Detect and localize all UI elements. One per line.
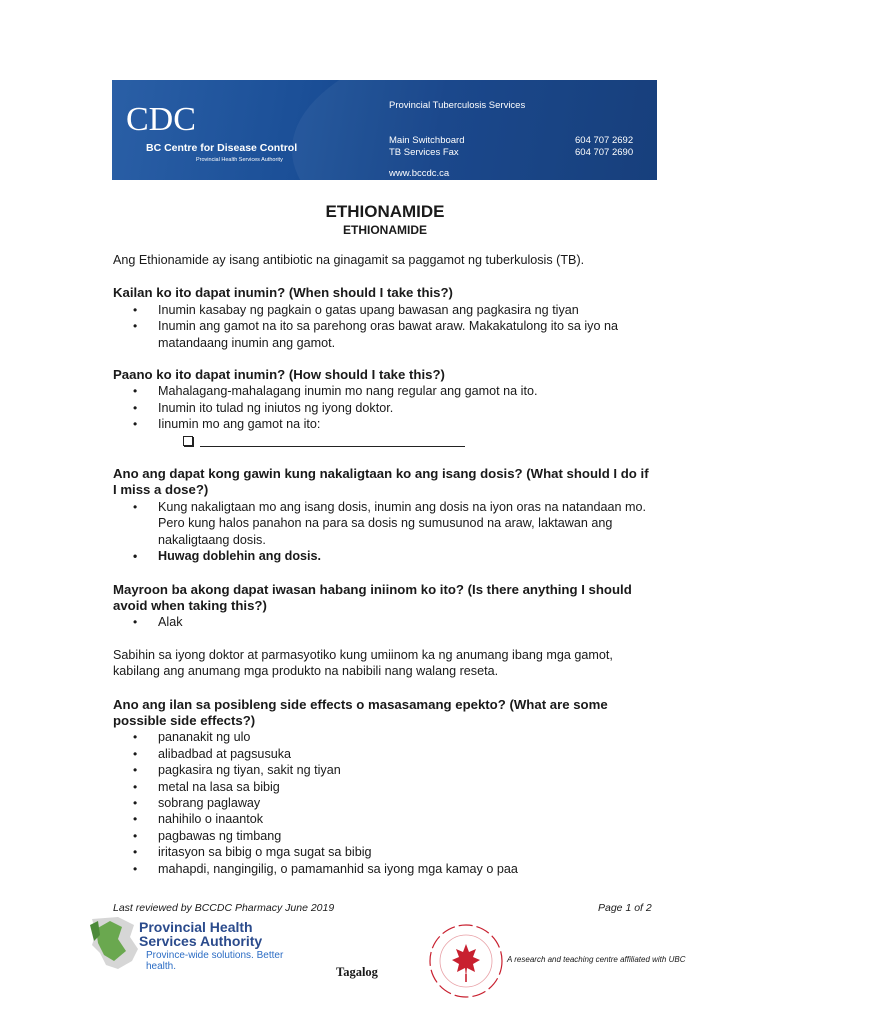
list-item: • Mahalagang-mahalagang inumin mo nang regular ang gamot na ito. xyxy=(158,383,653,399)
list-item: • metal na lasa sa bibig xyxy=(158,779,653,795)
banner-title: Provincial Tuberculosis Services xyxy=(389,100,526,111)
list-item: • Inumin kasabay ng pagkain o gatas upang bawasan ang pagkasira ng tiyan xyxy=(158,302,653,318)
page-number: Page 1 of 2 xyxy=(598,902,652,914)
switchboard-number: 604 707 2692 xyxy=(575,135,634,146)
list-when xyxy=(113,302,653,351)
fax-label: TB Services Fax xyxy=(389,147,459,158)
accreditation-seal-icon xyxy=(427,922,505,1000)
org-subtitle: Provincial Health Services Authority xyxy=(196,157,283,163)
dosage-blank xyxy=(113,433,653,449)
list-item: • Inumin ang gamot na ito sa parehong oras bawat araw. Makakatulong ito sa iyo na matandaang inumin ang gamot. xyxy=(158,318,653,351)
section-heading-side-effects: Ano ang ilan sa posibleng side effects o masasamang epekto? (What are some possible side effects?) xyxy=(113,696,608,728)
section-heading-avoid: Mayroon ba akong dapat iwasan habang iniinom ko ito? (Is there anything I should avoid when taking this?) xyxy=(113,581,632,613)
list-item: • sobrang paglaway xyxy=(158,795,653,811)
website-link[interactable]: www.bccdc.ca xyxy=(389,168,450,179)
section-heading-how: Paano ko ito dapat inumin? (How should I take this?) xyxy=(113,367,445,383)
list-item: • Iinumin mo ang gamot na ito: xyxy=(158,416,653,432)
cdc-logo-icon xyxy=(126,98,196,138)
list-item: • mahapdi, nangingilig, o pamamanhid sa iyong mga kamay o paa xyxy=(158,861,653,877)
list-item: • iritasyon sa bibig o mga sugat sa bibig xyxy=(158,844,653,860)
list-item: • alibadbad at pagsusuka xyxy=(158,746,653,762)
language-label: Tagalog xyxy=(336,965,378,979)
list-item: • pagkasira ng tiyan, sakit ng tiyan xyxy=(158,762,653,778)
ubc-affiliation-note: A research and teaching centre affiliated with UBC xyxy=(507,955,686,964)
avoid-note: Sabihin sa iyong doktor at parmasyotiko kung umiinom ka ng anumang ibang mga gamot, kabilang ang anumang mga produkto na nabibili nang walang reseta. xyxy=(113,647,613,679)
checkbox-icon[interactable] xyxy=(183,436,193,446)
list-item: • pagbawas ng timbang xyxy=(158,828,653,844)
list-item: • Inumin ito tulad ng iniutos ng iyong doktor. xyxy=(158,400,653,416)
intro-paragraph: Ang Ethionamide ay isang antibiotic na ginagamit sa paggamot ng tuberkulosis (TB). xyxy=(113,253,585,267)
page-title: ETHIONAMIDE xyxy=(325,202,445,221)
list-item: • Kung nakaligtaan mo ang isang dosis, inumin ang dosis na iyon oras na natandaan mo. Pero kung halos panahon na para sa dosis ng sumusunod na araw, laktawan ang nakaligtaang dosis. xyxy=(158,499,653,548)
phsa-tagline: Province-wide solutions. Better health. xyxy=(146,950,284,972)
phsa-name: Provincial Health Services Authority xyxy=(139,919,263,949)
list-item: • nahihilo o inaantok xyxy=(158,811,653,827)
fax-number: 604 707 2690 xyxy=(575,147,634,158)
section-heading-missed-dose: Ano ang dapat kong gawin kung nakaligtaan ko ang isang dosis? (What should I do if I miss a dose?) xyxy=(113,466,649,498)
org-name: BC Centre for Disease Control xyxy=(146,142,298,154)
list-item: • pananakit ng ulo xyxy=(158,729,653,745)
section-heading-when: Kailan ko ito dapat inumin? (When should I take this?) xyxy=(113,285,453,301)
list-how xyxy=(113,383,653,432)
list-side-effects xyxy=(113,729,653,877)
list-item: • Alak xyxy=(158,614,653,630)
list-avoid xyxy=(113,614,653,630)
switchboard-label: Main Switchboard xyxy=(389,135,465,146)
list-item: • Huwag doblehin ang dosis. xyxy=(158,548,653,564)
header-banner xyxy=(112,80,657,180)
svg-text:CDC: CDC xyxy=(126,101,196,138)
page-subtitle: ETHIONAMIDE xyxy=(343,223,427,237)
document-body xyxy=(113,252,653,877)
review-date: Last reviewed by BCCDC Pharmacy June 2019 xyxy=(113,902,335,914)
dosage-fill-line[interactable] xyxy=(200,433,465,447)
list-missed-dose xyxy=(113,499,653,565)
